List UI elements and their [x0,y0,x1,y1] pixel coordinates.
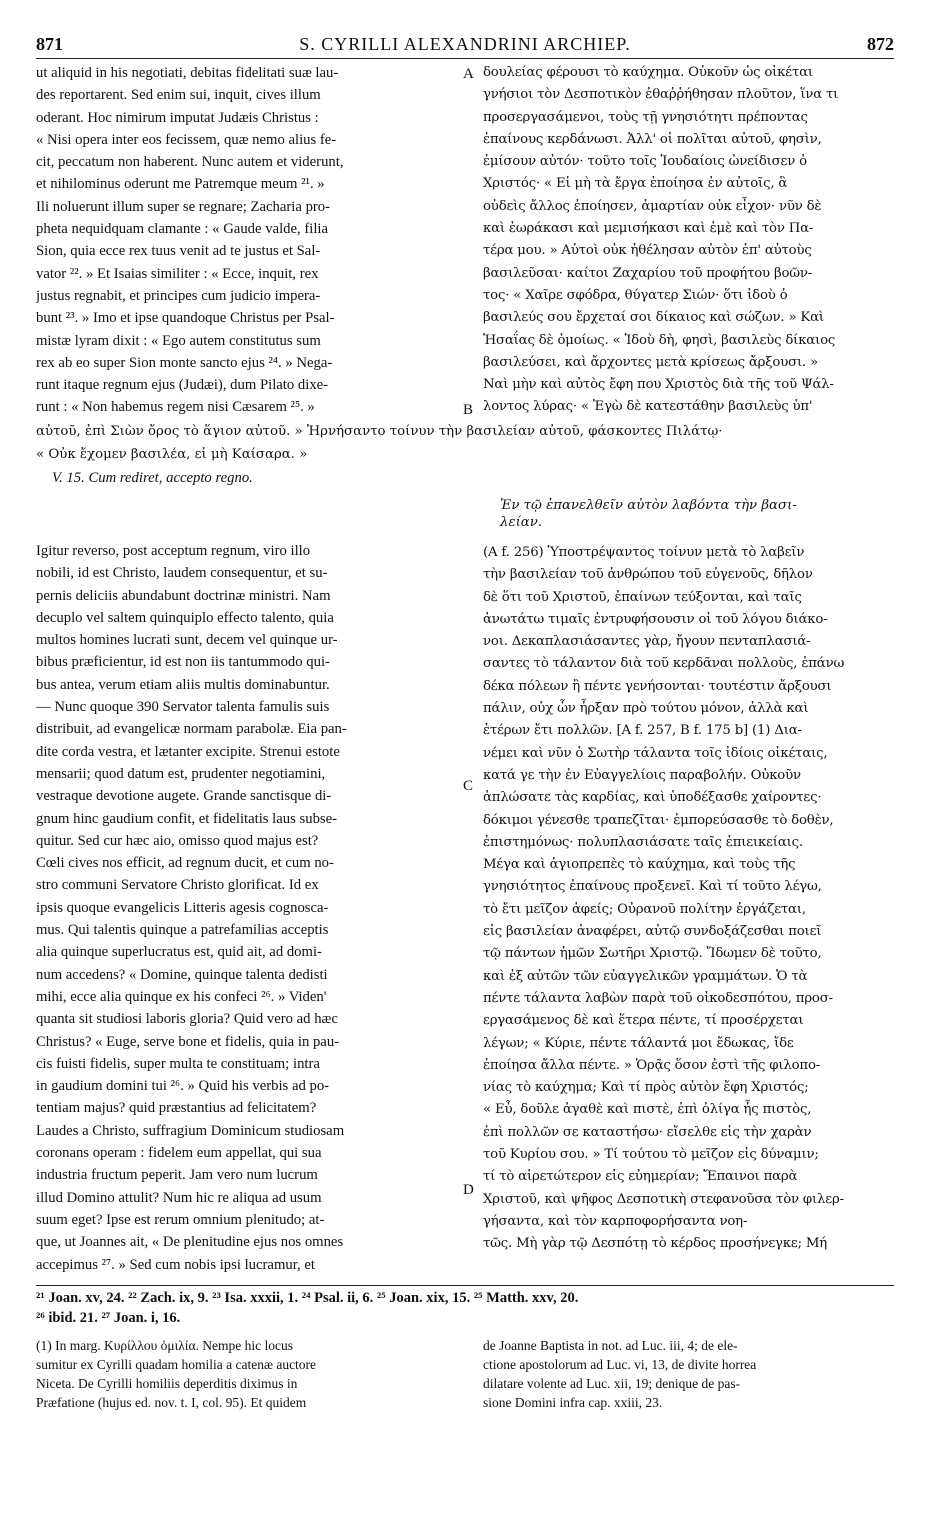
greek-verse-heading [500,498,896,530]
greek-text-line: τὴν βασιλείαν τοῦ ἀνθρώπου τοῦ εὐγενοῦς, δῆλον [483,567,813,583]
greek-text-line: δόκιμοι γένεσθε τραπεζῖται· ἐμπορεύσασθε τὸ δοθὲν, [483,812,834,828]
latin-text-line: stro communi Servatore Christo glorificat. Id ex [36,877,319,894]
latin-text-line: mus. Qui talentis quinque a patrefamilias acceptis [36,922,329,939]
greek-text-line: « Εὖ, δοῦλε ἀγαθὲ καὶ πιστὲ, ἐπὶ ὀλίγα ἧς πιστὸς, [483,1102,812,1118]
latin-text-line: Cœli cives nos efficit, ad regnum ducit, et cum no- [36,855,334,872]
latin-text-line: bibus præficientur, id est non iis tantummodo qui- [36,654,330,671]
greek-quote-line: « Οὐκ ἔχομεν βασιλέα, εἰ μὴ Καίσαρα. » [36,447,308,462]
latin-text-line: num accedens? « Domine, quinque talenta dedisti [36,966,328,983]
margin-letter-a: A [463,66,474,82]
greek-text-line: ἐπαίνους κερδάνωσι. Ἀλλ' οἱ πολῖται αὐτοῦ, φησὶν, [483,131,822,147]
latin-text-line: quitur. Sed cur hæc aio, omisso quod majus est? [36,832,319,849]
latin-text-line: justus regnabit, et principes cum judicio impera- [36,287,321,304]
latin-text-line: Sion, quia ecce rex tuus venit ad te justus et Sal- [36,243,321,260]
greek-text-line: τέρα μου. » Αὐτοὶ οὐκ ἠθέλησαν αὐτὸν ἐπ' αὐτοὺς [483,243,812,259]
greek-text-line: δουλείας φέρουσι τὸ καύχημα. Οὐκοῦν ὡς οἰκέται [483,65,813,80]
greek-text-line: τὸ ἔτι μεῖζον ἀφείς; Οὐρανοῦ πολίτην ἐργάζεται, [483,901,806,917]
greek-text-line: Χριστός· « Εἰ μὴ τὰ ἔργα ἐποίησα ἐν αὐτοῖς, ἃ [483,176,788,192]
footnote-right [483,1336,896,1412]
latin-text-line: mensarii; quod datum est, prudenter negotiamini, [36,765,326,782]
latin-text-line: gnum hinc gaudium confit, et fidelitatis laus subse- [36,810,338,827]
latin-text-line: cit, peccatum non haberent. Nunc autem et viderunt, [36,154,344,171]
greek-text-line: ἐποίησα ἄλλα πέντε. » Ὁρᾷς ὅσον ἐστὶ τῆς φιλοπο- [483,1057,821,1073]
latin-text-line: oderant. Hoc nimirum imputat Judæis Christus : [36,109,319,126]
greek-text-line: προσεργασάμενοι, τοὺς τῇ γνησιότητι πρέποντας [483,109,808,125]
latin-text-line: Laudes a Christo, suffragium Dominicum studiosam [36,1122,345,1139]
greek-text-line: σαντες τὸ τάλαντον διὰ τοῦ κερδᾶναι πολλοὺς, ἐπάνω [483,656,845,672]
footnote-line: sumitur ex Cyrilli quadam homilia a catenæ auctore [36,1357,317,1372]
greek-text-line: τοῦ Κυρίου σου. » Τί τούτου τὸ μεῖζον εἰς δύναμιν; [483,1147,819,1163]
footnote-line: (1) In marg. Κυρίλλου ὁμιλία. Nempe hic locus [36,1338,294,1353]
greek-text-line: βασιλεύσει, καὶ ἄρχοντες μετὰ κρίσεως ἄρξουσι. » [483,354,818,370]
greek-heading-line-2: λείαν. [500,515,543,530]
page-header [36,34,894,58]
greek-text-line: τος· « Χαῖρε σφόδρα, θύγατερ Σιών· ὅτι ἰδοὺ ὁ [483,287,788,303]
latin-text-line: — Nunc quoque 390 Servator talenta famulis suis [36,699,330,716]
latin-text-line: runt itaque regnum ejus (Judæi), dum Pilato dixe- [36,377,329,394]
header-rule [36,58,894,59]
footnote-line: de Joanne Baptista in not. ad Luc. iii, 4; de ele- [483,1338,738,1353]
latin-text-line: pheta nequidquam clamante : « Gaude valde, filia [36,221,329,238]
latin-column-top [36,62,460,419]
greek-text-line: ἁπλώσατε τὰς καρδίας, καὶ ὑποδέξασθε χαίροντες· [483,790,822,806]
latin-text-line: « Nisi opera inter eos fecissem, quæ nemo alius fe- [36,131,337,148]
running-title: S. CYRILLI ALEXANDRINI ARCHIEP. [299,34,631,54]
latin-text-line: rex ab eo super Sion monte sancto ejus ²⁴. » Nega- [36,354,333,371]
latin-text-line: suum eget? Ipse est rerum omnium plenitudo; at- [36,1211,325,1228]
scripture-refs-line-2: ²⁶ ibid. 21. ²⁷ Joan. i, 16. [36,1310,181,1326]
greek-text-line: γήσαντα, καὶ τὸν καρποφορήσαντα νοη- [483,1213,748,1229]
latin-text-line: alia quinque superlucratus est, quid ait, ad domi- [36,944,322,961]
footnote-line: sione Domini infra cap. xxiii, 23. [483,1395,663,1410]
footnote-line: Præfatione (hujus ed. nov. t. I, col. 95). Et quidem [36,1395,307,1410]
greek-heading-line-1: Ἐν τῷ ἐπανελθεῖν αὐτὸν λαβόντα τὴν βασι- [500,498,797,513]
margin-letter-b: B [463,402,474,418]
greek-text-line: ἑτέρων ἔτι πολλῶν. [A f. 257, B f. 175 b] (1) Δια- [483,723,802,739]
greek-text-line: ἐπιστημόνως· πολυπλασιάσατε ταῖς ἐπιεικείαις. [483,834,803,850]
greek-text-line: τῷ πάντων ἡμῶν Σωτῆρι Χριστῷ. Ἴδωμεν δὲ τοῦτο, [483,946,822,962]
latin-text-line: que, ut Joannes ait, « De plenitudine ejus nos omnes [36,1234,344,1251]
greek-column-top [483,62,896,419]
footnote-line: ctione apostolorum ad Luc. vi, 13, de divite horrea [483,1357,757,1372]
latin-text-line: tentiam majus? quid præstantius ad felicitatem? [36,1100,317,1117]
latin-text-line: accepimus ²⁷. » Sed cum nobis ipsi lucramur, et [36,1256,315,1273]
greek-text-line: ἐπὶ πολλῶν σε καταστήσω· εἴσελθε εἰς τὴν χαρὰν [483,1124,812,1140]
greek-text-line: τῶς. Μὴ γὰρ τῷ Δεσπότῃ τὸ κέρδος προσήνεγκε; Μή [483,1236,828,1252]
latin-text-line: pernis deliciis abundabunt doctrinæ ministri. Nam [36,587,331,604]
greek-text-line: γνησιότητος ἐπαίνους προξενεῖ. Καὶ τί τοῦτο λέγω, [483,879,822,895]
greek-text-line: λοντος λύρας· « Ἐγὼ δὲ κατεστάθην βασιλεὺς ὑπ' [483,399,813,415]
scripture-refs-line-1: ²¹ Joan. xv, 24. ²² Zach. ix, 9. ²³ Isa. xxxii, 1. ²⁴ Psal. ii, 6. ²⁵ Joan. xix, 15. ²⁵ Matth. xxv, 20. [36,1290,579,1306]
refs-rule [36,1285,894,1286]
latin-text-line: Christus? « Euge, serve bone et fidelis, quia in pau- [36,1033,340,1050]
latin-text-line: runt : « Non habemus regem nisi Cæsarem ²⁵. » [36,399,315,416]
latin-text-line: Ili noluerunt illum super se regnare; Zacharia pro- [36,198,331,215]
latin-text-line: mihi, ecce alia quinque ex his confeci ²⁶. » Viden' [36,988,327,1005]
latin-text-line: nobili, id est Christo, laudem consequentur, et su- [36,565,328,582]
greek-text-line: Χριστοῦ, καὶ ψῆφος Δεσποτικὴ στεφανοῦσα τὸν φιλερ- [483,1191,844,1207]
latin-text-line: ipsis quoque evangelicis Litteris agesis cognosca- [36,899,329,916]
greek-text-line: δὲ ὅτι τοῦ Χριστοῦ, ἐπαίνων τεύξονται, καὶ ταῖς [483,589,802,605]
greek-text-line: βασιλεύς σου ἔρχεταί σοι δίκαιος καὶ σώζων. » Καὶ [483,310,824,326]
latin-text-line: Igitur reverso, post acceptum regnum, viro illo [36,543,311,559]
greek-text-line: νοι. Δεκαπλασιάσαντες γὰρ, ἤγουν πενταπλασιά- [483,634,811,650]
latin-text-line: vestraque devotione augete. Grande sanctisque di- [36,788,332,805]
margin-letter-c: C [463,778,474,794]
latin-text-line: vator ²². » Et Isaias similiter : « Ecce, inquit, rex [36,265,319,282]
latin-text-line: et nihilominus oderunt me Patremque meum ²¹. » [36,176,325,193]
greek-text-line: λέγων; « Κύριε, πέντε τάλαντά μοι ἔδωκας, ἴδε [483,1035,794,1051]
greek-text-line: ἀνωτάτω τιμαῖς ἐντρυφήσουσιν οἱ τοῦ λόγου διάκο- [483,611,828,627]
greek-text-line: Μέγα καὶ ἁγιοπρεπὲς τὸ καύχημα, καὶ τοὺς τῆς [483,857,796,873]
latin-text-line: multos homines lucrati sunt, decem vel quinque ur- [36,632,338,649]
latin-text-line: ut aliquid in his negotiati, debitas fidelitati suæ lau- [36,65,339,81]
footnote-left [36,1336,460,1412]
greek-text-line: δέκα πόλεων ἢ πέντε γενήσονται· τουτέστιν ἄρξουσι [483,678,832,694]
greek-text-line: βασιλεῦσαι· καίτοι Ζαχαρίου τοῦ προφήτου βοῶν- [483,265,813,281]
page-number-right: 872 [867,34,894,54]
spanning-greek-line: αὐτοῦ, ἐπὶ Σιὼν ὄρος τὸ ἅγιον αὐτοῦ. » Ἠρνήσαντο τοίνυν τὴν βασιλείαν αὐτοῦ, φάσκοντες Πιλάτῳ· [36,424,723,439]
greek-text-line: εργασάμενος δὲ καὶ ἕτερα πέντε, τί προσέρχεται [483,1013,804,1029]
latin-text-line: cis fuisti fidelis, super multa te constituam; intra [36,1055,320,1072]
latin-text-line: quanta sit studiosi laboris gloria? Quid vero ad hæc [36,1011,338,1028]
latin-text-line: illud Domino attulit? Num hic re aliqua ad usum [36,1189,322,1206]
latin-text-line: mistæ lyram dixit : « Ego autem constitutus sum [36,332,321,349]
greek-text-line: τί τὸ αἱρετώτερον εἰς εὐημερίαν; Ἔπαινοι παρὰ [483,1169,798,1185]
greek-text-line: Ναὶ μὴν καὶ αὐτὸς ἔφη που Χριστὸς διὰ τῆς τοῦ Ψάλ- [483,377,834,393]
footnote-line: Niceta. De Cyrilli homiliis deperditis diximus in [36,1376,298,1391]
greek-text-line: νίας τὸ καύχημα; Καὶ τί πρὸς αὐτὸν ἔφη Χριστός; [483,1080,809,1096]
latin-text-line: distribuit, ad evangelicæ normam parabolæ. Eia pan- [36,721,347,738]
greek-text-line: οὐδεὶς ἄλλος ἐποίησεν, ἁμαρτίαν οὐκ εἶχον· νῦν δὲ [483,198,822,214]
greek-text-line: καὶ ἑωράκασι καὶ μεμισήκασι καὶ ἐμὲ καὶ τὸν Πα- [483,221,814,237]
latin-text-line: in gaudium domini tui ²⁶. » Quid his verbis ad po- [36,1078,330,1095]
greek-text-line: ἐμίσουν αὐτόν· τοῦτο τοῖς Ἰουδαίοις ὠνείδισεν ὁ [483,154,807,170]
greek-text-line: καὶ ἐξ αὐτῶν τῶν εὐαγγελικῶν γραμμάτων. Ὁ τὰ [483,968,808,984]
greek-column-body [483,542,896,1256]
latin-text-line: des reportarent. Sed enim sui, inquit, cives illum [36,87,321,104]
greek-text-line: κατά γε τὴν ἐν Εὐαγγελίοις παραβολήν. Οὐκοῦν [483,767,801,783]
latin-text-line: bunt ²³. » Imo et ipse quandoque Christus per Psal- [36,310,335,327]
latin-column-body [36,540,460,1276]
page-number-left: 871 [36,34,63,54]
greek-text-line: εἰς βασιλείαν ἀναφέρει, αὐτῷ συνδοξάζεσθαι ποιεῖ [483,924,822,940]
footnote-line: dilatare volente ad Luc. xii, 19; denique de pas- [483,1376,741,1391]
latin-text-line: bus antea, verum etiam aliis multis dominabuntur. [36,676,330,693]
margin-letter-d: D [463,1182,474,1198]
latin-text-line: dite corda vestra, et lætanter excipite. Strenui estote [36,743,340,760]
greek-text-line: νέμει καὶ νῦν ὁ Σωτὴρ τάλαντα τοῖς ἰδίοις οἰκέταις, [483,745,828,761]
greek-text-line: Ἡσαΐας δὲ ὁμοίως. « Ἰδοὺ δὴ, φησὶ, βασιλεὺς δίκαιος [483,332,836,348]
latin-verse-heading: V. 15. Cum rediret, accepto regno. [52,470,253,486]
latin-text-line: decuplo vel saltem quinquiplo effecto talento, quia [36,609,334,626]
greek-text-line: πάλιν, οὐχ ὧν ἦρξαν πρὸ τούτου μόνον, ἀλλὰ καὶ [483,701,809,717]
greek-text-line: (A f. 256) Ὑποστρέψαντος τοίνυν μετὰ τὸ λαβεῖν [483,545,805,560]
latin-text-line: industria fructum peperit. Jam vero num lucrum [36,1167,318,1184]
greek-text-line: γνήσιοι τὸν Δεσποτικὸν ἐθαῤῥήθησαν πλοῦτον, ἵνα τι [483,87,839,103]
greek-text-line: πέντε τάλαντα λαβὼν παρὰ τοῦ οἰκοδεσπότου, προσ- [483,990,833,1006]
latin-text-line: coronans operam : fidelem eum appellat, qui sua [36,1145,322,1162]
